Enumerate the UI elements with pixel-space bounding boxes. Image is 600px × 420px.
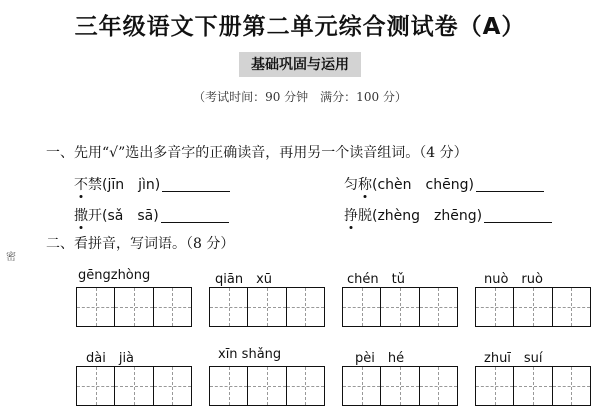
question-1-prompt: 一、先用“√”选出多音字的正确读音，再用另一个读音组词。（4 分）	[46, 145, 468, 161]
q1-item-2: 匀称(chèn chēng)	[344, 174, 544, 194]
pinyin-label: pèi hé	[355, 351, 405, 366]
writing-grid[interactable]	[209, 287, 325, 327]
writing-grid[interactable]	[475, 287, 591, 327]
section-subtitle: 基础巩固与运用	[239, 52, 361, 77]
pinyin-label: dài jià	[86, 351, 135, 366]
pinyin-label: qiān xū	[215, 272, 273, 287]
page-title: 三年级语文下册第二单元综合测试卷（A）	[74, 14, 526, 40]
pinyin-label: xīn shǎng	[218, 347, 282, 362]
q1-item-4: 挣脱(zhèng zhēng)	[344, 205, 552, 225]
answer-blank[interactable]	[161, 222, 229, 223]
question-2-prompt: 二、看拼音，写词语。（8 分）	[46, 236, 235, 252]
q1-item-1: 不禁(jīn jìn)	[74, 174, 230, 194]
pinyin-label: chén tǔ	[347, 272, 405, 287]
answer-blank[interactable]	[476, 191, 544, 192]
exam-meta: （考试时间：90 分钟 满分：100 分）	[193, 90, 407, 104]
pinyin-label: gēngzhòng	[78, 268, 151, 283]
writing-grid[interactable]	[342, 287, 458, 327]
writing-grid[interactable]	[209, 366, 325, 406]
writing-grid[interactable]	[76, 366, 192, 406]
writing-grid[interactable]	[342, 366, 458, 406]
pinyin-label: nuò ruò	[484, 272, 543, 287]
q1-item-3: 撒开(sǎ sā)	[74, 205, 229, 225]
answer-blank[interactable]	[484, 222, 552, 223]
answer-blank[interactable]	[162, 191, 230, 192]
seal-mark: 密	[6, 252, 16, 263]
writing-grid[interactable]	[76, 287, 192, 327]
writing-grid[interactable]	[475, 366, 591, 406]
pinyin-label: zhuī suí	[484, 351, 543, 366]
